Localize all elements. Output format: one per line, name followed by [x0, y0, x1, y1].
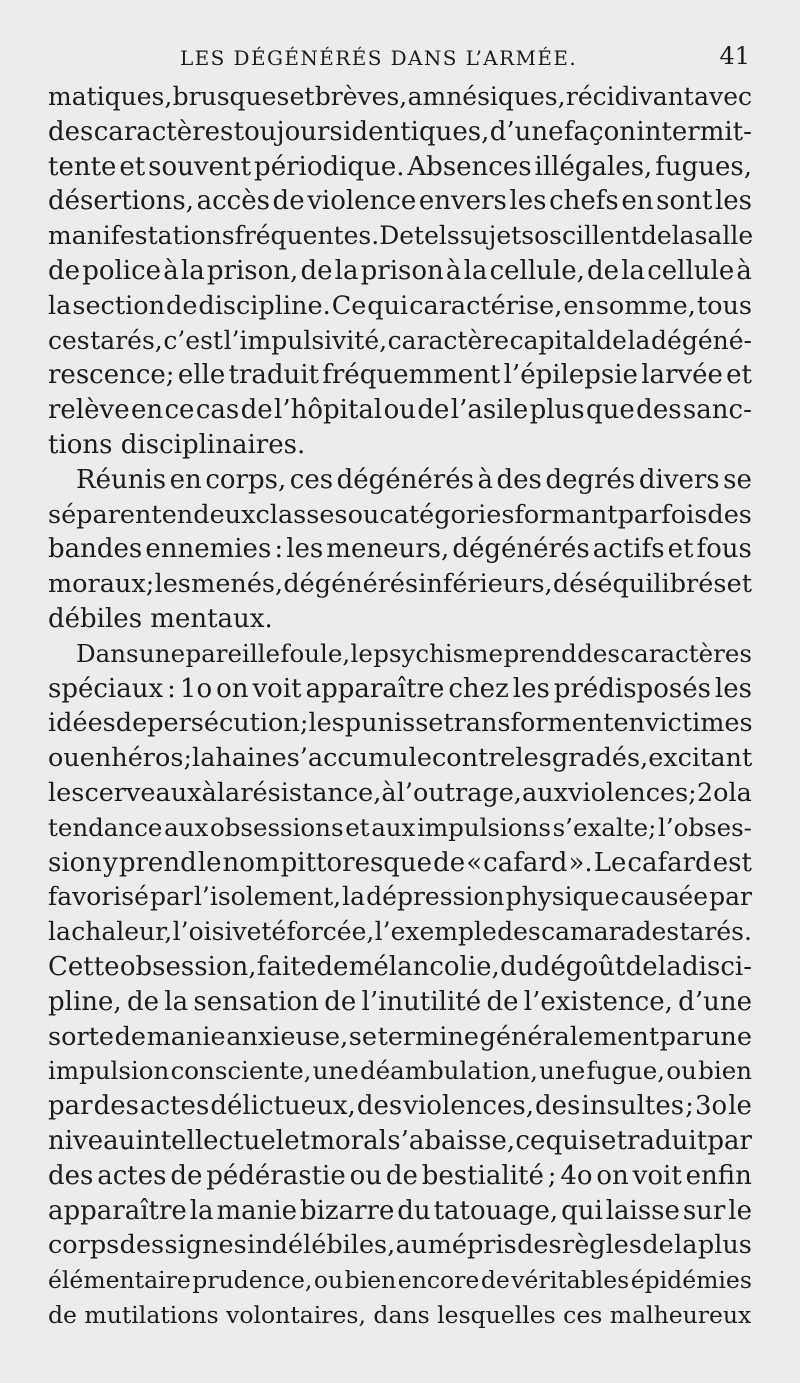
text-line: de mutilations volontaires, dans lesquelles ces malheureux — [48, 1300, 752, 1329]
text-line: désertions, accès de violence envers les chefs en sont les — [48, 186, 752, 217]
text-line: de police à la prison, de la prison à la cellule, de la cellule à — [48, 255, 752, 286]
text-line: les cerveaux à la résistance, à l’outrage, aux violences; 2o la — [48, 777, 752, 808]
text-line: matiques, brusques et brèves, amnésiques, récidivant avec — [48, 82, 752, 111]
text-line: impulsion consciente, une déambulation, une fugue, ou bien — [48, 1056, 752, 1086]
text-line: ou en héros ; la haine s’accumule contre les gradés, excitant — [48, 743, 753, 774]
text-line: corps des signes indélébiles, au mépris des règles de la plus — [48, 1230, 752, 1261]
page-number: 41 — [719, 42, 750, 70]
text-line: tente et souvent périodique. Absences illégales, fugues, — [48, 151, 752, 182]
text-line: par des actes délictueux, des violences, des insultes ; 3o le — [48, 1091, 752, 1122]
text-line: Cette obsession, faite de mélancolie, du dégoût de la disci- — [48, 951, 752, 982]
text-line: relève en ce cas de l’hôpital ou de l’asile plus que des sanc- — [48, 395, 752, 426]
text-line: moraux; les menés, dégénérés inférieurs, déséquilibrés et — [48, 569, 752, 600]
text-line: apparaître la manie bizarre du tatouage, qui laisse sur le — [48, 1195, 752, 1226]
text-line: sorte de manie anxieuse, se termine généralement par une — [48, 1021, 752, 1052]
paragraph — [48, 463, 752, 637]
text-line: pline, de la sensation de l’inutilité de l’existence, d’une — [48, 986, 752, 1017]
text-line: idées de persécution ; les punis se transforment en victimes — [48, 708, 753, 739]
text-line: tions disciplinaires. — [48, 429, 306, 460]
text-line: rescence; elle traduit fréquemment l’épilepsie larvée et — [48, 360, 752, 391]
text-line: sion y prend le nom pittoresque de « cafard ». Le cafard est — [48, 847, 752, 878]
paragraph — [48, 637, 752, 1333]
text-line: manifestations fréquentes. De tels sujets oscillent de la salle — [48, 221, 754, 251]
text-line: la chaleur, l’oisiveté forcée, l’exemple des camarades tarés. — [48, 917, 752, 947]
text-line: Dans une pareille foule, le psychisme prend des caractères — [76, 638, 752, 668]
page-header — [0, 38, 800, 78]
text-line: bandes ennemies : les meneurs, dégénérés actifs et fous — [48, 534, 752, 565]
text-line: la section de discipline. Ce qui caractérise, en somme, tous — [48, 290, 752, 321]
text-line: des actes de pédérastie ou de bestialité ; 4o on voit enfin — [48, 1160, 752, 1191]
text-line: spéciaux : 1o on voit apparaître chez les prédisposés les — [48, 673, 752, 704]
text-line: ces tarés, c’est l’impulsivité, caractère capital de la dégéné- — [48, 325, 752, 355]
text-line: séparent en deux classes ou catégories formant parfois des — [48, 499, 752, 530]
body-text — [48, 80, 752, 1333]
text-line: niveau intellectuel et moral s’abaisse, ce qui se traduit par — [48, 1125, 752, 1156]
text-line: débiles mentaux. — [48, 603, 273, 634]
text-line: Réunis en corps, ces dégénérés à des degrés divers se — [76, 464, 752, 495]
text-line: des caractères toujours identiques, d’une façon intermit- — [48, 116, 752, 147]
running-head: LES DÉGÉNÉRÉS DANS L’ARMÉE. — [180, 46, 578, 70]
paragraph — [48, 80, 752, 463]
text-line: élémentaire prudence, ou bien encore de véritables épidémies — [48, 1266, 752, 1295]
text-line: favorisé par l’isolement, la dépression physique causée par — [48, 882, 752, 912]
text-line: tendance aux obsessions et aux impulsions s’exalte; l’obses- — [48, 812, 752, 842]
